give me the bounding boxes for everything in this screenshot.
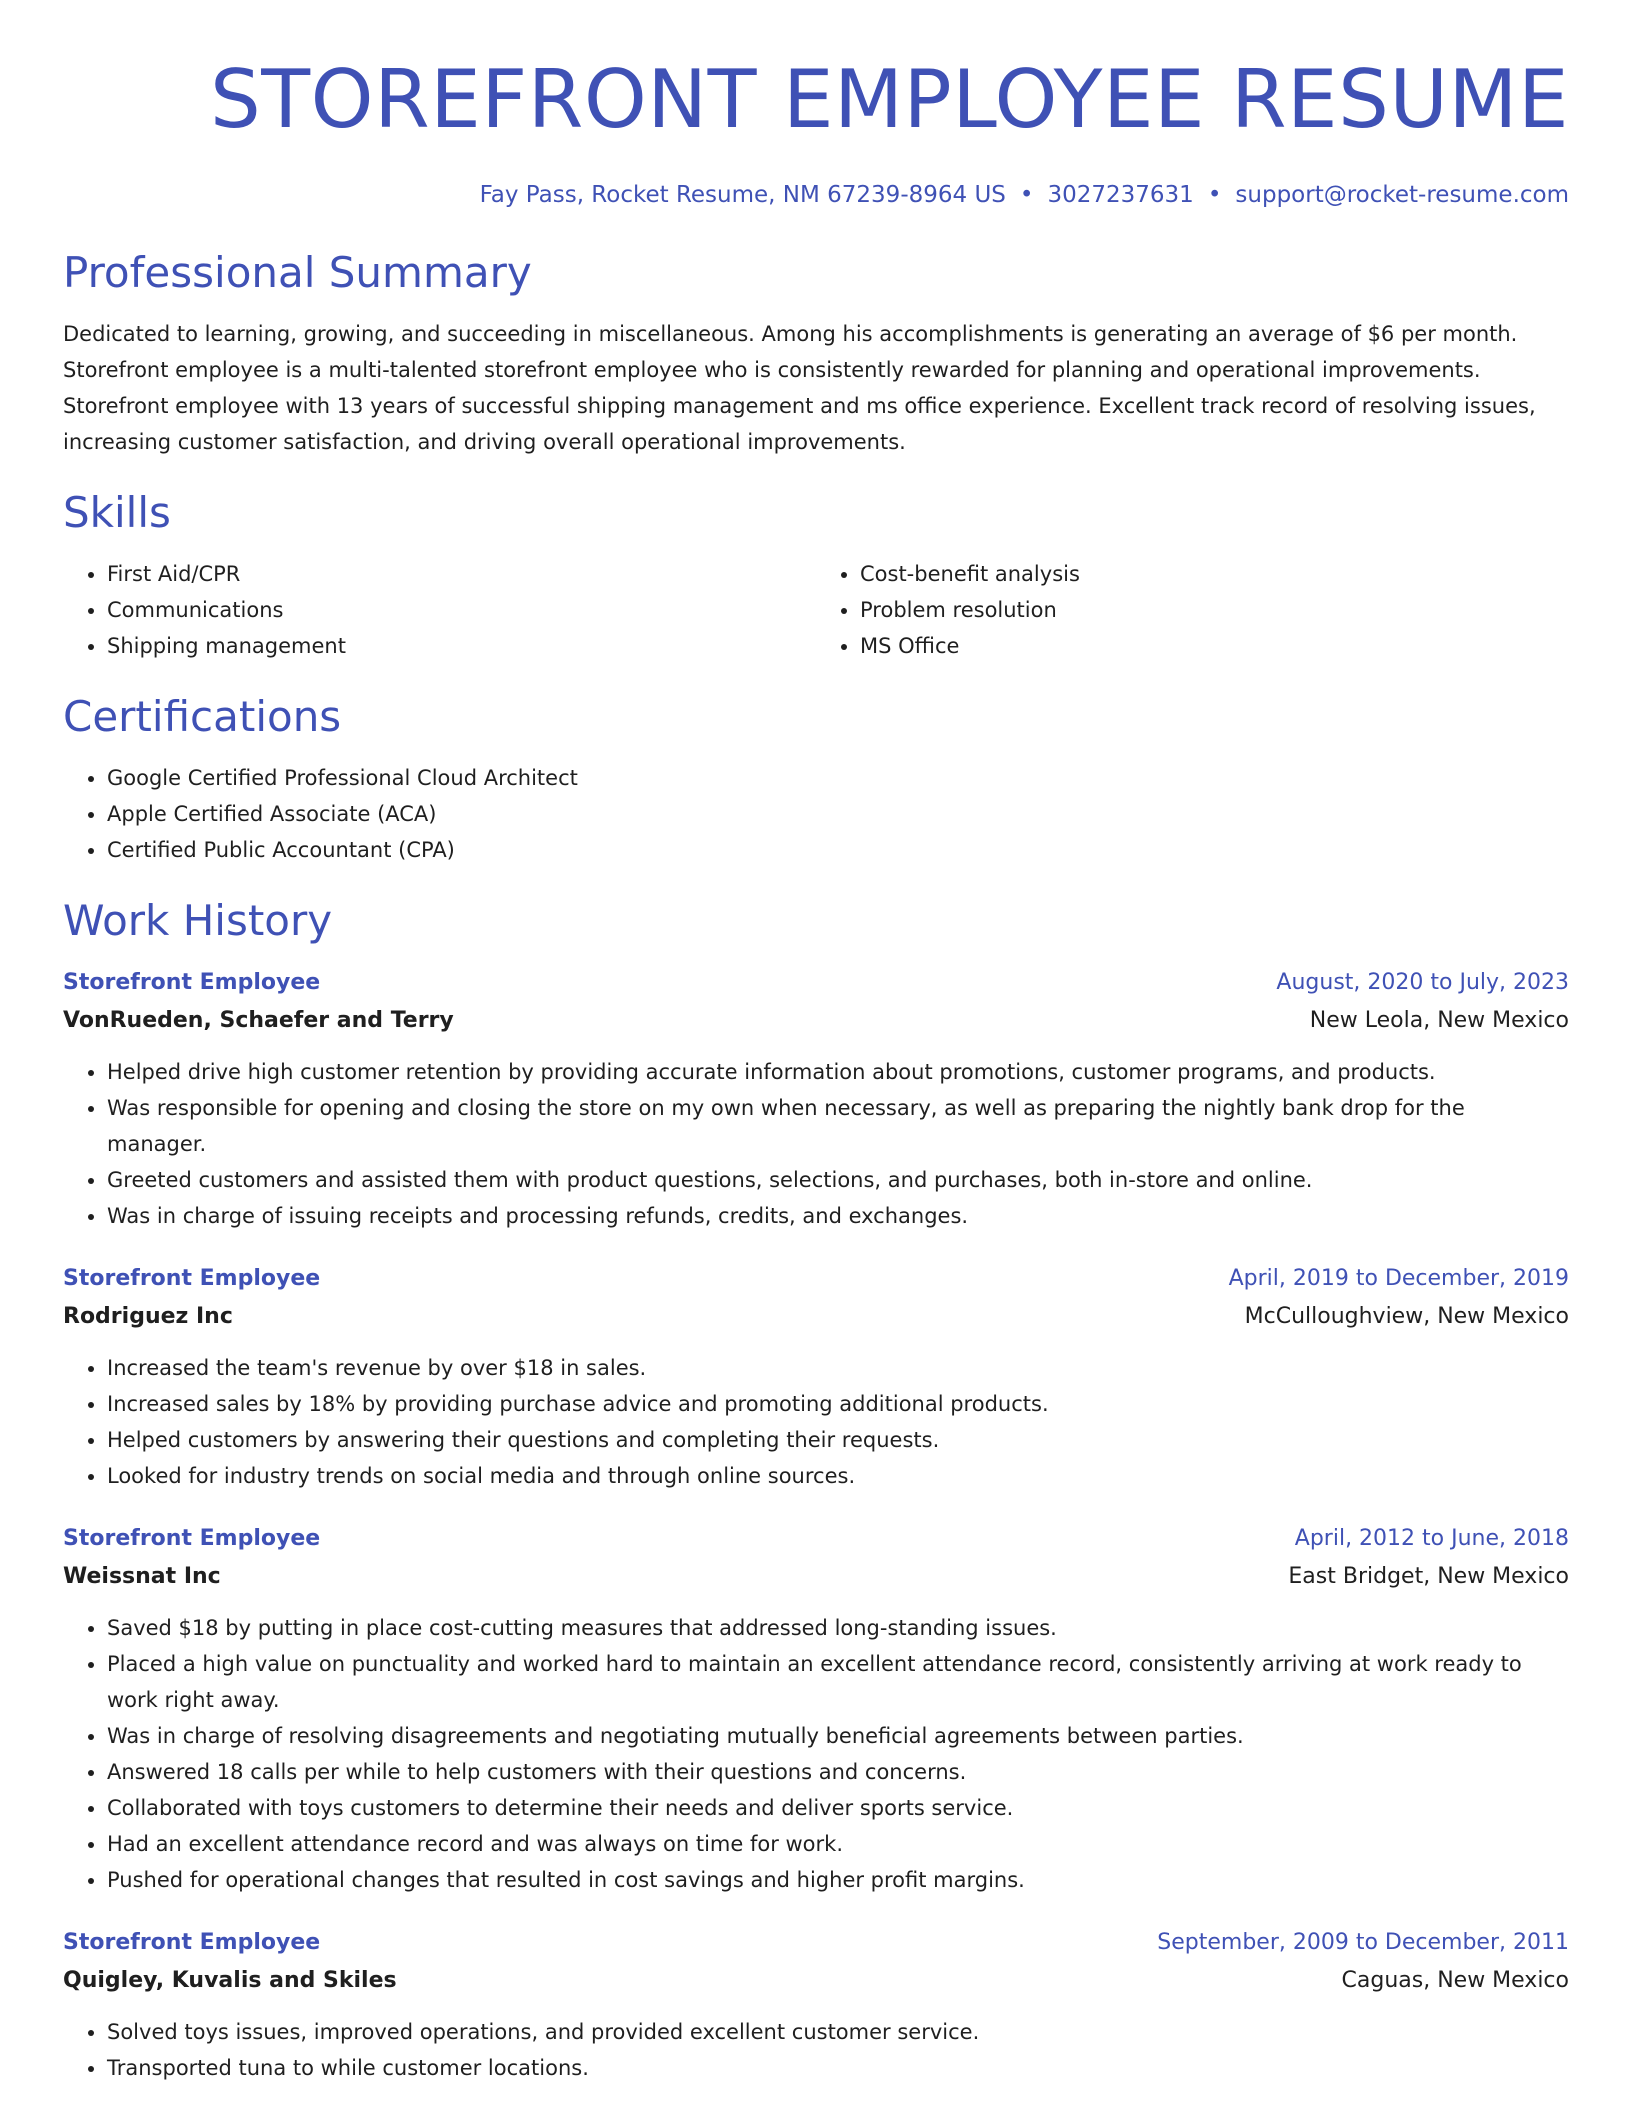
job-bullet: • Increased sales by 18% by providing purchase advice and promoting additional products. — [107, 1386, 1569, 1422]
job-bullet: • Solved toys issues, improved operations, and provided excellent customer service. — [107, 2014, 1569, 2050]
job-company: Quigley, Kuvalis and Skiles — [63, 1968, 397, 1993]
summary-section — [63, 248, 1569, 460]
job-title-row — [63, 1260, 1569, 1298]
job-bullet: • Looked for industry trends on social media and through online sources. — [107, 1458, 1569, 1494]
job-company-row — [63, 1962, 1569, 2000]
job-dates: April, 2012 to June, 2018 — [1294, 1526, 1569, 1551]
job-bullets — [63, 2014, 1569, 2086]
certifications-section — [63, 692, 1569, 868]
job-title-row — [63, 1924, 1569, 1962]
job-bullet: • Pushed for operational changes that resulted in cost savings and higher profit margins. — [107, 1862, 1569, 1898]
skill-item: • Cost-benefit analysis — [860, 556, 1569, 592]
job-company-row — [63, 1298, 1569, 1336]
skill-item: • Shipping management — [107, 628, 816, 664]
job-bullet: • Greeted customers and assisted them with product questions, selections, and purchases, both in-store and online. — [107, 1162, 1569, 1198]
job-company-row — [63, 1002, 1569, 1040]
job-company: Weissnat Inc — [63, 1564, 221, 1589]
job-entry — [63, 964, 1569, 1234]
summary-text: Dedicated to learning, growing, and succeeding in miscellaneous. Among his accomplishments is generating an average of $6 per month. Storefront employee is a multi-talented storefront employee who is consistently rewarded for planning and operational improvements. Storefront employee with 13 years of successful shipping management and ms office experience. Excellent track record of resolving issues, increasing customer satisfaction, and driving overall operational improvements. — [63, 322, 1536, 454]
job-location: East Bridget, New Mexico — [1288, 1564, 1569, 1589]
job-bullet: • Had an excellent attendance record and was always on time for work. — [107, 1826, 1569, 1862]
certification-item: • Google Certified Professional Cloud Architect — [107, 760, 1569, 796]
resume-header — [63, 0, 1569, 210]
job-bullets — [63, 1054, 1569, 1234]
skills-section — [63, 488, 1569, 664]
job-title: Storefront Employee — [63, 1266, 321, 1291]
job-location: New Leola, New Mexico — [1309, 1008, 1569, 1033]
section-title-certifications: Certifications — [63, 692, 342, 741]
job-bullet: • Helped customers by answering their questions and completing their requests. — [107, 1422, 1569, 1458]
separator-bullet: • — [1207, 182, 1222, 208]
job-bullet: • Was in charge of issuing receipts and processing refunds, credits, and exchanges. — [107, 1198, 1569, 1234]
job-bullet: • Was in charge of resolving disagreements and negotiating mutually beneficial agreements between parties. — [107, 1718, 1569, 1754]
address: Fay Pass, Rocket Resume, NM 67239-8964 US — [479, 182, 1006, 208]
job-bullet: • Was responsible for opening and closing the store on my own when necessary, as well as preparing the nightly bank drop for the manager. — [107, 1090, 1569, 1162]
job-title: Storefront Employee — [63, 1930, 321, 1955]
job-entry — [63, 1924, 1569, 2086]
separator-bullet: • — [1019, 182, 1034, 208]
skill-item: • Communications — [107, 592, 816, 628]
job-bullet: • Increased the team's revenue by over $18 in sales. — [107, 1350, 1569, 1386]
job-title-row — [63, 1520, 1569, 1558]
job-title-row — [63, 964, 1569, 1002]
section-title-work-history: Work History — [63, 896, 333, 945]
job-company-row — [63, 1558, 1569, 1596]
job-dates: September, 2009 to December, 2011 — [1157, 1930, 1569, 1955]
section-title-skills: Skills — [63, 488, 171, 537]
job-bullet: • Helped drive high customer retention by providing accurate information about promotions, customer programs, and products. — [107, 1054, 1569, 1090]
job-location: McCulloughview, New Mexico — [1244, 1304, 1569, 1329]
job-company: VonRueden, Schaefer and Terry — [63, 1008, 454, 1033]
job-bullets — [63, 1350, 1569, 1494]
skill-item: • Problem resolution — [860, 592, 1569, 628]
job-entry — [63, 1260, 1569, 1494]
job-dates: April, 2019 to December, 2019 — [1228, 1266, 1569, 1291]
job-title: Storefront Employee — [63, 1526, 321, 1551]
section-title-summary: Professional Summary — [63, 248, 532, 297]
job-bullet: • Answered 18 calls per while to help customers with their questions and concerns. — [107, 1754, 1569, 1790]
skills-columns — [63, 556, 1569, 664]
job-bullet: • Saved $18 by putting in place cost-cutting measures that addressed long-standing issues. — [107, 1610, 1569, 1646]
job-dates: August, 2020 to July, 2023 — [1276, 970, 1569, 995]
job-company: Rodriguez Inc — [63, 1304, 233, 1329]
job-entry — [63, 1520, 1569, 1898]
job-title: Storefront Employee — [63, 970, 321, 995]
skills-list-right — [816, 556, 1569, 664]
job-bullets — [63, 1610, 1569, 1898]
job-bullet: • Placed a high value on punctuality and worked hard to maintain an excellent attendance record, consistently arriving at work ready to work right away. — [107, 1646, 1569, 1718]
skill-item: • First Aid/CPR — [107, 556, 816, 592]
resume-title: STOREFRONT EMPLOYEE RESUME — [209, 53, 1569, 146]
job-location: Caguas, New Mexico — [1341, 1968, 1569, 1993]
email-link[interactable]: support@rocket-resume.com — [1235, 182, 1569, 208]
skill-item: • MS Office — [860, 628, 1569, 664]
work-history-section — [63, 896, 1569, 2086]
job-bullet: • Transported tuna to while customer locations. — [107, 2050, 1569, 2086]
job-bullet: • Collaborated with toys customers to determine their needs and deliver sports service. — [107, 1790, 1569, 1826]
certification-item: • Apple Certified Associate (ACA) — [107, 796, 1569, 832]
certifications-list — [63, 760, 1569, 868]
skills-list-left — [63, 556, 816, 664]
phone: 3027237631 — [1047, 182, 1194, 208]
contact-line — [63, 180, 1569, 210]
certification-item: • Certified Public Accountant (CPA) — [107, 832, 1569, 868]
